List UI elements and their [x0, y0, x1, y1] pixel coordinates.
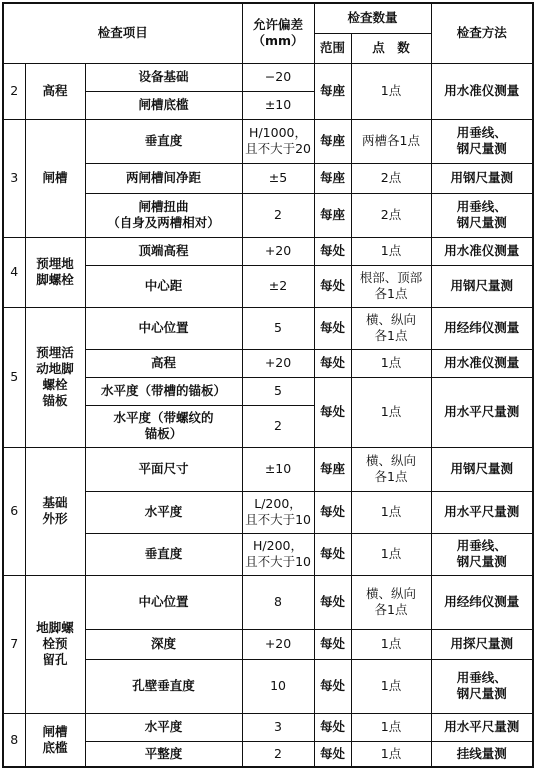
table-row — [3, 575, 533, 629]
points-cell: 2点 — [351, 163, 431, 193]
points-cell: 1点 — [351, 659, 431, 713]
item-cell: 设备基础 — [85, 63, 242, 91]
scope-cell: 每处 — [314, 307, 351, 349]
item-cell: 中心距 — [85, 265, 242, 307]
scope-cell: 每座 — [314, 119, 351, 163]
table-row — [3, 447, 533, 491]
tolerance-cell: H/200， 且不大于10 — [242, 533, 314, 575]
method-cell: 用垂线、 钢尺量测 — [431, 659, 533, 713]
points-cell: 横、纵向 各1点 — [351, 575, 431, 629]
scope-cell: 每座 — [314, 447, 351, 491]
tolerance-cell: ±10 — [242, 91, 314, 119]
tolerance-cell: +20 — [242, 349, 314, 377]
points-cell: 1点 — [351, 629, 431, 659]
tolerance-cell: 3 — [242, 713, 314, 741]
header-method: 检查方法 — [431, 3, 533, 63]
method-cell: 用钢尺量测 — [431, 163, 533, 193]
item-cell: 垂直度 — [85, 119, 242, 163]
method-cell: 用垂线、 钢尺量测 — [431, 193, 533, 237]
item-cell: 垂直度 — [85, 533, 242, 575]
tolerance-cell: +20 — [242, 237, 314, 265]
item-cell: 水平度（带槽的锚板） — [85, 377, 242, 405]
header-quantity: 检查数量 — [314, 3, 431, 33]
tolerance-cell: 8 — [242, 575, 314, 629]
tolerance-cell: ±10 — [242, 447, 314, 491]
table-row — [3, 237, 533, 265]
item-cell: 深度 — [85, 629, 242, 659]
points-cell: 1点 — [351, 533, 431, 575]
row-number: 7 — [3, 575, 25, 713]
scope-cell: 每处 — [314, 713, 351, 741]
tolerance-cell: 2 — [242, 405, 314, 447]
row-number: 6 — [3, 447, 25, 575]
method-cell: 用钢尺量测 — [431, 265, 533, 307]
table-row — [3, 119, 533, 163]
item-cell: 两闸槽间净距 — [85, 163, 242, 193]
row-number: 5 — [3, 307, 25, 447]
method-cell: 用水准仪测量 — [431, 237, 533, 265]
item-cell: 平整度 — [85, 741, 242, 767]
scope-cell: 每处 — [314, 349, 351, 377]
tolerance-cell: +20 — [242, 629, 314, 659]
tolerance-cell: 5 — [242, 377, 314, 405]
method-cell: 用垂线、 钢尺量测 — [431, 119, 533, 163]
item-cell: 顶端高程 — [85, 237, 242, 265]
row-number: 4 — [3, 237, 25, 307]
scope-cell: 每处 — [314, 237, 351, 265]
item-cell: 水平度 — [85, 491, 242, 533]
method-cell: 用水平尺量测 — [431, 713, 533, 741]
tolerance-cell: −20 — [242, 63, 314, 91]
points-cell: 横、纵向 各1点 — [351, 447, 431, 491]
header-points: 点 数 — [351, 33, 431, 63]
tolerance-cell: L/200， 且不大于10 — [242, 491, 314, 533]
row-number: 3 — [3, 119, 25, 237]
method-cell: 用经纬仪测量 — [431, 307, 533, 349]
table-row — [3, 713, 533, 741]
tolerance-cell: H/1000， 且不大于20 — [242, 119, 314, 163]
table-row — [3, 307, 533, 349]
item-cell: 闸槽扭曲 （自身及两槽相对） — [85, 193, 242, 237]
tolerance-cell: ±2 — [242, 265, 314, 307]
points-cell: 1点 — [351, 491, 431, 533]
method-cell: 用垂线、 钢尺量测 — [431, 533, 533, 575]
scope-cell: 每座 — [314, 63, 351, 119]
method-cell: 用水准仪测量 — [431, 349, 533, 377]
group-label: 闸槽 底槛 — [25, 713, 85, 767]
header-tolerance: 允许偏差 （mm） — [242, 3, 314, 63]
item-cell: 高程 — [85, 349, 242, 377]
tolerance-cell: 5 — [242, 307, 314, 349]
item-cell: 中心位置 — [85, 575, 242, 629]
method-cell: 用水平尺量测 — [431, 377, 533, 447]
item-cell: 孔壁垂直度 — [85, 659, 242, 713]
scope-cell: 每处 — [314, 377, 351, 447]
inspection-table-container — [2, 2, 534, 768]
scope-cell: 每处 — [314, 741, 351, 767]
scope-cell: 每座 — [314, 163, 351, 193]
method-cell: 用经纬仪测量 — [431, 575, 533, 629]
row-number: 2 — [3, 63, 25, 119]
points-cell: 1点 — [351, 713, 431, 741]
scope-cell: 每座 — [314, 193, 351, 237]
header-scope: 范围 — [314, 33, 351, 63]
scope-cell: 每处 — [314, 533, 351, 575]
table-row — [3, 63, 533, 91]
group-label: 高程 — [25, 63, 85, 119]
method-cell: 用水平尺量测 — [431, 491, 533, 533]
tolerance-cell: ±5 — [242, 163, 314, 193]
points-cell: 2点 — [351, 193, 431, 237]
row-number: 8 — [3, 713, 25, 767]
group-label: 闸槽 — [25, 119, 85, 237]
group-label: 基础 外形 — [25, 447, 85, 575]
inspection-table — [2, 2, 534, 768]
scope-cell: 每处 — [314, 575, 351, 629]
item-cell: 平面尺寸 — [85, 447, 242, 491]
points-cell: 1点 — [351, 349, 431, 377]
scope-cell: 每处 — [314, 659, 351, 713]
scope-cell: 每处 — [314, 491, 351, 533]
item-cell: 水平度 — [85, 713, 242, 741]
header-item: 检查项目 — [3, 3, 242, 63]
method-cell: 挂线量测 — [431, 741, 533, 767]
points-cell: 两槽各1点 — [351, 119, 431, 163]
points-cell: 根部、顶部 各1点 — [351, 265, 431, 307]
item-cell: 水平度（带螺纹的 锚板） — [85, 405, 242, 447]
item-cell: 中心位置 — [85, 307, 242, 349]
group-label: 地脚螺 栓预 留孔 — [25, 575, 85, 713]
points-cell: 横、纵向 各1点 — [351, 307, 431, 349]
group-label: 预埋活 动地脚 螺栓 锚板 — [25, 307, 85, 447]
points-cell: 1点 — [351, 741, 431, 767]
points-cell: 1点 — [351, 237, 431, 265]
tolerance-cell: 10 — [242, 659, 314, 713]
scope-cell: 每处 — [314, 629, 351, 659]
method-cell: 用钢尺量测 — [431, 447, 533, 491]
item-cell: 闸槽底槛 — [85, 91, 242, 119]
points-cell: 1点 — [351, 63, 431, 119]
tolerance-cell: 2 — [242, 193, 314, 237]
tolerance-cell: 2 — [242, 741, 314, 767]
points-cell: 1点 — [351, 377, 431, 447]
group-label: 预埋地 脚螺栓 — [25, 237, 85, 307]
method-cell: 用水准仪测量 — [431, 63, 533, 119]
method-cell: 用探尺量测 — [431, 629, 533, 659]
scope-cell: 每处 — [314, 265, 351, 307]
